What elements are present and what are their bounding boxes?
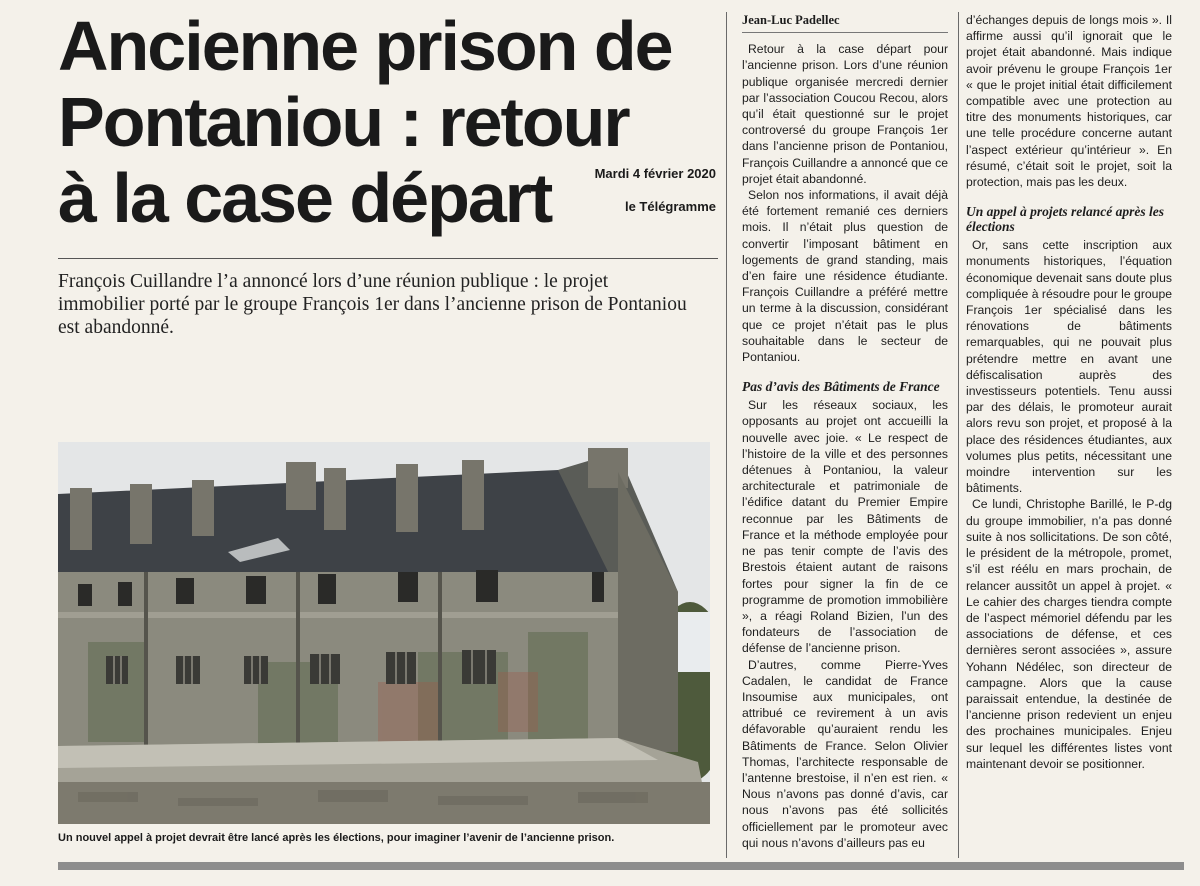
article-paragraph-3: Sur les réseaux sociaux, les opposants au projet ont accueilli la nouvelle avec joie. « Le respect de l’histoire de la ville et des personnes détenues à Pontaniou, la valeur architecturale et patrimoniale de l’édifice datant du Premier Empire reconnue par les Bâtiments de France et la méthode employée pour ne pas tenir compte de l’avis des Brestois étaient autant de raisons fortes pour signer la fin de ce programme de promotion immobilière », a réagi Roland Bizien, l’un des fondateurs de l’association de défense de l’ancienne prison. [742, 398, 948, 656]
article-column-2 [966, 12, 1172, 772]
article-paragraph-5: Or, sans cette inscription aux monuments historiques, l’équation économique devenait sans doute plus compliquée à résoudre pour le groupe François 1er spécialisé dans les rénovations de bâtiments remarquables, qui ne pouvait plus prétendre mettre en avant une défiscalisation auprès des investisseurs potentiels. Tenu aussi par des délais, le promoteur aurait alors revu son projet, et proposé à la place des résidences étudiantes, aux volumes plus petits, nécessitant une moindre intervention sur les bâtiments. [966, 238, 1172, 496]
section-heading-1: Pas d’avis des Bâtiments de France [742, 379, 940, 395]
prison-photo-illustration [58, 442, 710, 824]
article-paragraph-6: Ce lundi, Christophe Barillé, le P-dg du groupe immobilier, n’a pas donné suite à nos sollicitations. De son côté, le président de la métropole, promet, s’il est réélu en mars prochain, de relancer aussitôt un appel à projet. « Le cahier des charges tiendra compte de l’aspect mémoriel défendu par les associations de défense, et ces dernières seront associées », assure Yohann Nédélec, son directeur de campagne. Alors que la cause paraissait entendue, la destinée de l’ancienne prison redevient un enjeu des prochaines municipales. Enjeu sur lequel les différentes listes vont maintenant devoir se positionner. [966, 497, 1172, 771]
column-divider-2 [958, 12, 959, 858]
byline: Jean-Luc Padellec [742, 12, 948, 33]
article-paragraph-1: Retour à la case départ pour l’ancienne prison. Lors d’une réunion publique organisée mercredi dernier par l’association Coucou Recou, alors qu’il était questionné sur le projet controversé du groupe François 1er dans l’ancienne prison de Pontaniou, François Cuillandre a annoncé que ce projet était abandonné. [742, 42, 948, 186]
headline-line-3: à la case départ [58, 159, 552, 237]
article-paragraph-4: D’autres, comme Pierre-Yves Cadalen, le candidat de France Insoumise aux municipales, ont attribué ce revirement à un avis défavorable qu’auraient rendu les Bâtiments de France. Selon Olivier Thomas, l’architecte responsable de l’antenne brestoise, il n’en est rien. « Nous n’avons pas donné d’avis, car nous n’avons pas été sollicités officiellement par le promoteur avec qui nous n’avons d’ailleurs pas eu [742, 657, 948, 850]
headline-line-1: Ancienne prison de [58, 7, 672, 85]
headline-divider [58, 258, 718, 259]
publication-source: le Télégramme [624, 199, 716, 214]
lede-paragraph: François Cuillandre l’a annoncé lors d’une réunion publique : le projet immobilier porté par le groupe François 1er dans l’ancienne prison de Pontaniou est abandonné. [58, 271, 687, 338]
publication-date: Mardi 4 février 2020 [594, 166, 716, 181]
photo-caption: Un nouvel appel à projet devrait être lancé après les élections, pour imaginer l’avenir de l’ancienne prison. [58, 832, 615, 844]
section-heading-2: Un appel à projets relancé après les élections [966, 204, 1164, 235]
headline-line-2: Pontaniou : retour [58, 83, 629, 161]
page-bottom-band [58, 862, 1184, 870]
article-paragraph-2: Selon nos informations, il avait déjà été fortement remanié ces derniers mois. Il n’était plus question de convertir l’imposant bâtiment en logements de grand standing, mais d’en faire une résidence étudiante. François Cuillandre a préféré mettre un terme à la discussion, considérant que ce projet n’était pas le plus souhaitable dans le secteur de Pontaniou. [742, 188, 948, 365]
column-divider-1 [726, 12, 727, 858]
article-column-1 [742, 12, 948, 851]
article-paragraph-4-continued: d’échanges depuis de longs mois ». Il affirme aussi qu’il ignorait que le projet était abandonné. Mais indique avoir prévenu le groupe François 1er « que le projet initial était difficilement compatible avec une protection au titre des monuments historiques, car une telle procédure concerne autant l’aspect extérieur qu’intérieur ». En résumé, c’était soit le projet, soit la protection, mais pas les deux. [966, 13, 1172, 190]
prison-photo [58, 442, 710, 824]
